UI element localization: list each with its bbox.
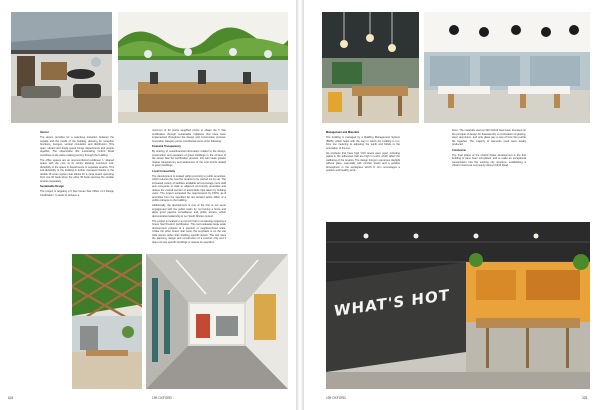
body-paragraph: Additionally, the development is one of the first to not sever engagement with the public realm by not having a fence and allow good passive surveillance and public access, which demonstrates leadership in our South African context. [152,204,226,218]
photo-lattice-ceiling [72,254,142,389]
photo-atrium-lounge [11,12,112,123]
right-page-column-2 [452,129,526,169]
spread-gutter [296,0,304,410]
photo-dining-area [118,12,288,123]
section-heading: Local Connectivity [152,169,176,173]
body-paragraph: minimum of 60 points weighted points to obtain the 5 Star certification through sustainable initiatives that have been implemented throughout the design and construction process. Innovation category points contributed some of the following: [152,129,226,143]
whats-hot-signage: WHAT'S HOT [334,285,450,321]
left-page-column-1 [40,129,114,199]
photo-corridor [146,254,288,389]
right-page-column-1 [326,129,400,174]
section-heading: Financial Transparency [152,145,181,148]
folio-title-left: 199 OXFORD [152,396,172,400]
body-paragraph: The building is managed by a Building Management System (BMS), which helps with the way in which the building is run, from low metering to adjusting the sunlit and blinds to the orientation of the sun. [326,136,400,150]
right-page [304,0,600,410]
folio-title-right: 199 OXFORD [326,396,346,400]
body-paragraph: The project is located in a precinct that is completing targeting a Green Star Precinct certification. This tool evaluates large scale development projects at a precinct or neighbourhood scale. Unlike the other Green Star tools, the emphasis is on the site wide issues rather than building specific issues. The tool rates the planning, design and construction of a precinct only and it does not rate specific buildings or assess its operation. [152,219,226,244]
photo-pendant-seating [322,12,419,123]
folio-page-number-left: 624 [8,396,14,400]
body-paragraph: The development is located within proximity to public amenities, which reduces the need for tenants to be carried out by car. The increased variety of facilities available will encourage more staff and occupants to walk to adjacent community amenities and reduce the overall number of automobile trips taken by building users. The project exceeded the requirements by 150%, as 8 amenities from the specified list are located within 400m of a public entrance to the building. [152,174,226,202]
left-page-column-2 [152,129,226,246]
photo-dining-tables [424,12,590,123]
body-paragraph: force. The materials used at 199 Oxford have been focussed on the principle of design for disassembly. A combination of glazing, steel, aluminium, and pole glass pay a new of how this puzzle fits together. The majority of elements used were locally produced. [452,129,526,146]
photo-whats-hot-canteen [326,222,590,389]
folio-page-number-right: 325 [582,396,588,400]
left-page [0,0,296,410]
body-paragraph: By sharing of costs/financial information related to the design, construction and operation of green buildings in the context of the Green Star SA certification process, this will create greater market transparency and awareness of the cost trends related to green buildings. [152,150,226,167]
section-heading: Management and Materials [326,131,360,134]
body-paragraph: No products that have high VOC levels were used, including paints in the adhesives that are high in toxins which affect the wellbeing of the tenants. The design brings in generous daylight without glare, especially with comfort levels and a positive atmosphere in the workspace which in turn encourages a positive and healthy work- [326,151,400,172]
section-heading: Interior [40,131,49,134]
body-paragraph: The atrium provides for a seamless transition between the outside and the inside of the building, allowing for reception functions, lounges, vertical circulation and distribution. This open, vibrant and bright space brings departments and people together. The observation lifts overlooking Oxford Road contribute to the place-making journey through the building. [40,136,114,157]
section-heading: Conclusion [452,148,467,152]
body-paragraph: The final phase of the Oxford Parks development is the first building to have been completed, and to make an exceptional transmission into the existing city structure, establishing a vibrant mixed use community along Oxford Road. [452,153,526,167]
body-paragraph: The office spaces are an unencumbered rectilinear 'L' shaped space with the core at its centre allowing maximum sub-divisibility of the space in departments or separate tenants. This sub-divisibility of the building is further increased thanks to the double lift cores system that allows for a more tenant operating from one lift bank when the other lift bank services the smaller tenants separately. [40,158,114,183]
body-paragraph: The project is targeting a 5 Star Green Star Office v1.1 Design Certification. It needs to achieve a [40,190,114,197]
section-heading: Sustainable Design [40,185,64,188]
